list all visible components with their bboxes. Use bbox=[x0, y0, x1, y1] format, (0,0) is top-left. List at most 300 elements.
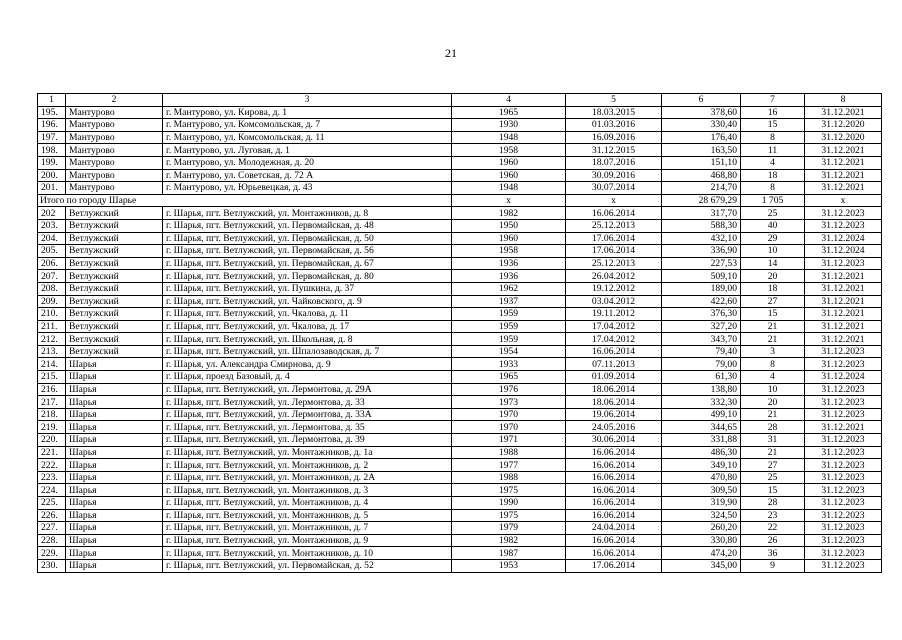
cell-deadline: 31.12.2024 bbox=[805, 245, 882, 258]
cell-date: 16.09.2016 bbox=[566, 131, 662, 144]
cell-address: г. Шарья, пгт. Ветлужский, ул. Монтажников, д. 2 bbox=[163, 459, 452, 472]
cell-residents: 11 bbox=[741, 144, 805, 157]
cell-n: 224. bbox=[38, 484, 66, 497]
cell-n: 208. bbox=[38, 282, 66, 295]
cell-locality: Шарья bbox=[66, 522, 163, 535]
cell-date: 17.06.2014 bbox=[566, 232, 662, 245]
cell-deadline: 31.12.2023 bbox=[805, 459, 882, 472]
cell-year: 1958 bbox=[452, 144, 566, 157]
cell-deadline: 31.12.2021 bbox=[805, 169, 882, 182]
cell-locality: Шарья bbox=[66, 534, 163, 547]
cell-locality: Ветлужский bbox=[66, 257, 163, 270]
cell-year: 1948 bbox=[452, 182, 566, 195]
cell-deadline: 31.12.2021 bbox=[805, 182, 882, 195]
cell-n: 229. bbox=[38, 547, 66, 560]
cell-deadline: 31.12.2021 bbox=[805, 106, 882, 119]
cell-residents: 29 bbox=[741, 232, 805, 245]
cell-address: г. Шарья, пгт. Ветлужский, ул. Лермонтова, д. 35 bbox=[163, 421, 452, 434]
cell-year: 1982 bbox=[452, 207, 566, 220]
cell-deadline: 31.12.2023 bbox=[805, 547, 882, 560]
cell-area: 260,20 bbox=[662, 522, 741, 535]
cell-residents: 20 bbox=[741, 270, 805, 283]
table-row bbox=[38, 257, 882, 270]
cell-address: г. Шарья, пгт. Ветлужский, ул. Первомайская, д. 67 bbox=[163, 257, 452, 270]
cell-locality: Шарья bbox=[66, 434, 163, 447]
cell-deadline: 31.12.2024 bbox=[805, 232, 882, 245]
cell-n: 200. bbox=[38, 169, 66, 182]
cell-deadline: 31.12.2023 bbox=[805, 446, 882, 459]
total-deadline: х bbox=[805, 194, 882, 207]
cell-locality: Ветлужский bbox=[66, 308, 163, 321]
cell-n: 214. bbox=[38, 358, 66, 371]
table-row bbox=[38, 119, 882, 132]
cell-deadline: 31.12.2023 bbox=[805, 358, 882, 371]
cell-deadline: 31.12.2023 bbox=[805, 471, 882, 484]
table-row bbox=[38, 207, 882, 220]
cell-address: г. Шарья, пгт. Ветлужский, ул. Монтажников, д. 8 bbox=[163, 207, 452, 220]
cell-locality: Ветлужский bbox=[66, 333, 163, 346]
total-area: 28 679,29 bbox=[662, 194, 741, 207]
cell-year: 1988 bbox=[452, 446, 566, 459]
cell-address: г. Шарья, пгт. Ветлужский, ул. Первомайская, д. 56 bbox=[163, 245, 452, 258]
cell-n: 217. bbox=[38, 396, 66, 409]
cell-residents: 21 bbox=[741, 446, 805, 459]
cell-date: 16.06.2014 bbox=[566, 446, 662, 459]
table-row bbox=[38, 408, 882, 421]
cell-n: 199. bbox=[38, 156, 66, 169]
cell-deadline: 31.12.2023 bbox=[805, 559, 882, 572]
cell-n: 212. bbox=[38, 333, 66, 346]
table-row bbox=[38, 131, 882, 144]
cell-year: 1950 bbox=[452, 219, 566, 232]
cell-area: 468,80 bbox=[662, 169, 741, 182]
cell-n: 206. bbox=[38, 257, 66, 270]
cell-residents: 36 bbox=[741, 547, 805, 560]
cell-area: 378,60 bbox=[662, 106, 741, 119]
cell-date: 30.06.2014 bbox=[566, 434, 662, 447]
column-header: 8 bbox=[805, 94, 882, 107]
cell-n: 210. bbox=[38, 308, 66, 321]
cell-n: 228. bbox=[38, 534, 66, 547]
table-row bbox=[38, 245, 882, 258]
table-row bbox=[38, 320, 882, 333]
column-header: 4 bbox=[452, 94, 566, 107]
cell-area: 343,70 bbox=[662, 333, 741, 346]
cell-date: 30.07.2014 bbox=[566, 182, 662, 195]
cell-date: 16.06.2014 bbox=[566, 459, 662, 472]
cell-residents: 9 bbox=[741, 559, 805, 572]
cell-locality: Мантурово bbox=[66, 131, 163, 144]
cell-area: 332,30 bbox=[662, 396, 741, 409]
table-row bbox=[38, 534, 882, 547]
cell-n: 205. bbox=[38, 245, 66, 258]
table-row bbox=[38, 383, 882, 396]
cell-area: 336,90 bbox=[662, 245, 741, 258]
cell-deadline: 31.12.2020 bbox=[805, 119, 882, 132]
cell-locality: Шарья bbox=[66, 547, 163, 560]
cell-n: 207. bbox=[38, 270, 66, 283]
cell-area: 189,00 bbox=[662, 282, 741, 295]
cell-year: 1936 bbox=[452, 257, 566, 270]
cell-locality: Ветлужский bbox=[66, 270, 163, 283]
cell-locality: Шарья bbox=[66, 484, 163, 497]
cell-date: 25.12.2013 bbox=[566, 219, 662, 232]
cell-n: 203. bbox=[38, 219, 66, 232]
cell-residents: 21 bbox=[741, 333, 805, 346]
cell-address: г. Шарья, пгт. Ветлужский, ул. Лермонтова, д. 29А bbox=[163, 383, 452, 396]
cell-address: г. Шарья, проезд Базовый, д. 4 bbox=[163, 371, 452, 384]
column-number-header-row bbox=[38, 94, 882, 107]
cell-address: г. Шарья, пгт. Ветлужский, ул. Лермонтова, д. 33А bbox=[163, 408, 452, 421]
cell-residents: 10 bbox=[741, 245, 805, 258]
table-row bbox=[38, 295, 882, 308]
table-row bbox=[38, 471, 882, 484]
cell-locality: Шарья bbox=[66, 446, 163, 459]
cell-n: 219. bbox=[38, 421, 66, 434]
cell-locality: Ветлужский bbox=[66, 282, 163, 295]
cell-residents: 18 bbox=[741, 282, 805, 295]
cell-area: 327,20 bbox=[662, 320, 741, 333]
cell-deadline: 31.12.2023 bbox=[805, 408, 882, 421]
cell-address: г. Мантурово, ул. Юрьевецкая, д. 43 bbox=[163, 182, 452, 195]
cell-n: 226. bbox=[38, 509, 66, 522]
cell-locality: Шарья bbox=[66, 497, 163, 510]
cell-year: 1987 bbox=[452, 547, 566, 560]
cell-date: 18.06.2014 bbox=[566, 383, 662, 396]
cell-date: 18.07.2016 bbox=[566, 156, 662, 169]
cell-deadline: 31.12.2023 bbox=[805, 383, 882, 396]
cell-locality: Шарья bbox=[66, 408, 163, 421]
cell-residents: 28 bbox=[741, 497, 805, 510]
cell-deadline: 31.12.2021 bbox=[805, 333, 882, 346]
cell-n: 202 bbox=[38, 207, 66, 220]
cell-n: 227. bbox=[38, 522, 66, 535]
cell-address: г. Шарья, пгт. Ветлужский, ул. Первомайская, д. 80 bbox=[163, 270, 452, 283]
column-header: 1 bbox=[38, 94, 66, 107]
cell-residents: 8 bbox=[741, 131, 805, 144]
cell-locality: Шарья bbox=[66, 509, 163, 522]
cell-locality: Шарья bbox=[66, 559, 163, 572]
cell-deadline: 31.12.2021 bbox=[805, 421, 882, 434]
cell-area: 499,10 bbox=[662, 408, 741, 421]
cell-area: 330,40 bbox=[662, 119, 741, 132]
cell-residents: 27 bbox=[741, 295, 805, 308]
cell-residents: 18 bbox=[741, 169, 805, 182]
table-row bbox=[38, 333, 882, 346]
cell-area: 345,00 bbox=[662, 559, 741, 572]
cell-area: 317,70 bbox=[662, 207, 741, 220]
cell-locality: Шарья bbox=[66, 459, 163, 472]
table-row bbox=[38, 232, 882, 245]
cell-date: 16.06.2014 bbox=[566, 484, 662, 497]
table-row bbox=[38, 182, 882, 195]
cell-deadline: 31.12.2023 bbox=[805, 509, 882, 522]
cell-area: 151,10 bbox=[662, 156, 741, 169]
cell-deadline: 31.12.2023 bbox=[805, 396, 882, 409]
cell-address: г. Мантурово, ул. Кирова, д. 1 bbox=[163, 106, 452, 119]
cell-deadline: 31.12.2024 bbox=[805, 371, 882, 384]
cell-area: 474,20 bbox=[662, 547, 741, 560]
table-row bbox=[38, 446, 882, 459]
cell-residents: 15 bbox=[741, 484, 805, 497]
cell-n: 204. bbox=[38, 232, 66, 245]
cell-address: г. Шарья, пгт. Ветлужский, ул. Монтажников, д. 3 bbox=[163, 484, 452, 497]
cell-residents: 4 bbox=[741, 371, 805, 384]
cell-year: 1977 bbox=[452, 459, 566, 472]
table-row bbox=[38, 547, 882, 560]
cell-deadline: 31.12.2023 bbox=[805, 207, 882, 220]
table-row bbox=[38, 282, 882, 295]
cell-year: 1982 bbox=[452, 534, 566, 547]
cell-residents: 25 bbox=[741, 471, 805, 484]
cell-address: г. Шарья, пгт. Ветлужский, ул. Монтажников, д. 7 bbox=[163, 522, 452, 535]
cell-n: 216. bbox=[38, 383, 66, 396]
cell-year: 1960 bbox=[452, 156, 566, 169]
cell-year: 1988 bbox=[452, 471, 566, 484]
cell-n: 221. bbox=[38, 446, 66, 459]
table-row bbox=[38, 509, 882, 522]
table-row bbox=[38, 484, 882, 497]
cell-deadline: 31.12.2023 bbox=[805, 257, 882, 270]
column-header: 5 bbox=[566, 94, 662, 107]
cell-date: 17.04.2012 bbox=[566, 320, 662, 333]
cell-address: г. Шарья, пгт. Ветлужский, ул. Монтажников, д. 5 bbox=[163, 509, 452, 522]
total-year: х bbox=[452, 194, 566, 207]
cell-date: 18.06.2014 bbox=[566, 396, 662, 409]
cell-area: 324,50 bbox=[662, 509, 741, 522]
cell-locality: Ветлужский bbox=[66, 345, 163, 358]
cell-locality: Шарья bbox=[66, 371, 163, 384]
cell-n: 222. bbox=[38, 459, 66, 472]
cell-residents: 27 bbox=[741, 459, 805, 472]
cell-area: 79,40 bbox=[662, 345, 741, 358]
cell-date: 19.06.2014 bbox=[566, 408, 662, 421]
cell-area: 330,80 bbox=[662, 534, 741, 547]
cell-residents: 31 bbox=[741, 434, 805, 447]
cell-address: г. Шарья, пгт. Ветлужский, ул. Монтажников, д. 9 bbox=[163, 534, 452, 547]
cell-area: 214,70 bbox=[662, 182, 741, 195]
cell-residents: 21 bbox=[741, 320, 805, 333]
cell-year: 1959 bbox=[452, 333, 566, 346]
cell-year: 1965 bbox=[452, 106, 566, 119]
table-row bbox=[38, 106, 882, 119]
cell-residents: 21 bbox=[741, 408, 805, 421]
table-row bbox=[38, 434, 882, 447]
cell-residents: 8 bbox=[741, 182, 805, 195]
cell-address: г. Шарья, пгт. Ветлужский, ул. Чкалова, д. 11 bbox=[163, 308, 452, 321]
table-row bbox=[38, 345, 882, 358]
cell-date: 16.06.2014 bbox=[566, 547, 662, 560]
cell-locality: Мантурово bbox=[66, 144, 163, 157]
cell-area: 309,50 bbox=[662, 484, 741, 497]
cell-date: 16.06.2014 bbox=[566, 509, 662, 522]
cell-date: 16.06.2014 bbox=[566, 345, 662, 358]
cell-date: 17.06.2014 bbox=[566, 559, 662, 572]
cell-n: 196. bbox=[38, 119, 66, 132]
cell-address: г. Мантурово, ул. Комсомольская, д. 7 bbox=[163, 119, 452, 132]
cell-locality: Ветлужский bbox=[66, 245, 163, 258]
table-row bbox=[38, 219, 882, 232]
cell-locality: Шарья bbox=[66, 383, 163, 396]
cell-residents: 8 bbox=[741, 358, 805, 371]
cell-n: 209. bbox=[38, 295, 66, 308]
cell-year: 1970 bbox=[452, 421, 566, 434]
cell-area: 432,10 bbox=[662, 232, 741, 245]
total-row bbox=[38, 194, 882, 207]
cell-area: 319,90 bbox=[662, 497, 741, 510]
cell-n: 197. bbox=[38, 131, 66, 144]
cell-address: г. Шарья, ул. Александра Смирнова, д. 9 bbox=[163, 358, 452, 371]
cell-date: 24.05.2016 bbox=[566, 421, 662, 434]
cell-deadline: 31.12.2021 bbox=[805, 156, 882, 169]
table-body bbox=[38, 94, 882, 573]
cell-year: 1979 bbox=[452, 522, 566, 535]
cell-residents: 4 bbox=[741, 156, 805, 169]
table-row bbox=[38, 396, 882, 409]
cell-locality: Мантурово bbox=[66, 182, 163, 195]
table-row bbox=[38, 308, 882, 321]
cell-date: 16.06.2014 bbox=[566, 497, 662, 510]
cell-address: г. Мантурово, ул. Советская, д. 72 А bbox=[163, 169, 452, 182]
table-row bbox=[38, 156, 882, 169]
cell-address: г. Мантурово, ул. Комсомольская, д. 11 bbox=[163, 131, 452, 144]
total-date: х bbox=[566, 194, 662, 207]
cell-area: 344,65 bbox=[662, 421, 741, 434]
cell-date: 16.06.2014 bbox=[566, 471, 662, 484]
cell-deadline: 31.12.2021 bbox=[805, 270, 882, 283]
cell-residents: 22 bbox=[741, 522, 805, 535]
table-row bbox=[38, 459, 882, 472]
cell-residents: 28 bbox=[741, 421, 805, 434]
table-row bbox=[38, 144, 882, 157]
table-row bbox=[38, 421, 882, 434]
cell-n: 201. bbox=[38, 182, 66, 195]
cell-date: 24.04.2014 bbox=[566, 522, 662, 535]
cell-n: 211. bbox=[38, 320, 66, 333]
cell-year: 1958 bbox=[452, 245, 566, 258]
cell-date: 07.11.2013 bbox=[566, 358, 662, 371]
cell-n: 195. bbox=[38, 106, 66, 119]
cell-deadline: 31.12.2020 bbox=[805, 131, 882, 144]
cell-area: 588,30 bbox=[662, 219, 741, 232]
cell-deadline: 31.12.2023 bbox=[805, 522, 882, 535]
cell-deadline: 31.12.2021 bbox=[805, 144, 882, 157]
column-header: 2 bbox=[66, 94, 163, 107]
cell-deadline: 31.12.2023 bbox=[805, 345, 882, 358]
cell-n: 213. bbox=[38, 345, 66, 358]
cell-area: 163,50 bbox=[662, 144, 741, 157]
cell-area: 486,30 bbox=[662, 446, 741, 459]
cell-n: 198. bbox=[38, 144, 66, 157]
cell-n: 230. bbox=[38, 559, 66, 572]
cell-year: 1990 bbox=[452, 497, 566, 510]
cell-year: 1933 bbox=[452, 358, 566, 371]
cell-deadline: 31.12.2021 bbox=[805, 295, 882, 308]
cell-date: 01.03.2016 bbox=[566, 119, 662, 132]
cell-address: г. Шарья, пгт. Ветлужский, ул. Пушкина, д. 37 bbox=[163, 282, 452, 295]
total-label: Итого по городу Шарье bbox=[38, 194, 452, 207]
cell-deadline: 31.12.2023 bbox=[805, 434, 882, 447]
cell-residents: 3 bbox=[741, 345, 805, 358]
cell-area: 422,60 bbox=[662, 295, 741, 308]
housing-registry-table bbox=[37, 93, 882, 573]
cell-date: 17.06.2014 bbox=[566, 245, 662, 258]
cell-date: 03.04.2012 bbox=[566, 295, 662, 308]
total-residents: 1 705 bbox=[741, 194, 805, 207]
cell-locality: Шарья bbox=[66, 421, 163, 434]
cell-locality: Мантурово bbox=[66, 156, 163, 169]
cell-locality: Ветлужский bbox=[66, 232, 163, 245]
cell-area: 376,30 bbox=[662, 308, 741, 321]
cell-address: г. Шарья, пгт. Ветлужский, ул. Школьная, д. 8 bbox=[163, 333, 452, 346]
cell-residents: 26 bbox=[741, 534, 805, 547]
cell-year: 1959 bbox=[452, 320, 566, 333]
cell-deadline: 31.12.2021 bbox=[805, 282, 882, 295]
page-number: 21 bbox=[445, 46, 457, 60]
cell-date: 30.09.2016 bbox=[566, 169, 662, 182]
cell-residents: 25 bbox=[741, 207, 805, 220]
table-row bbox=[38, 358, 882, 371]
cell-year: 1960 bbox=[452, 232, 566, 245]
cell-date: 19.11.2012 bbox=[566, 308, 662, 321]
cell-area: 138,80 bbox=[662, 383, 741, 396]
cell-residents: 16 bbox=[741, 106, 805, 119]
cell-locality: Шарья bbox=[66, 396, 163, 409]
cell-residents: 10 bbox=[741, 383, 805, 396]
cell-address: г. Мантурово, ул. Луговая, д. 1 bbox=[163, 144, 452, 157]
cell-date: 17.04.2012 bbox=[566, 333, 662, 346]
table-row bbox=[38, 169, 882, 182]
cell-year: 1937 bbox=[452, 295, 566, 308]
cell-residents: 15 bbox=[741, 119, 805, 132]
cell-locality: Ветлужский bbox=[66, 295, 163, 308]
cell-date: 25.12.2013 bbox=[566, 257, 662, 270]
cell-address: г. Шарья, пгт. Ветлужский, ул. Монтажников, д. 10 bbox=[163, 547, 452, 560]
cell-year: 1962 bbox=[452, 282, 566, 295]
cell-locality: Ветлужский bbox=[66, 219, 163, 232]
cell-n: 220. bbox=[38, 434, 66, 447]
cell-year: 1930 bbox=[452, 119, 566, 132]
cell-date: 26.04.2012 bbox=[566, 270, 662, 283]
cell-address: г. Шарья, пгт. Ветлужский, ул. Лермонтова, д. 33 bbox=[163, 396, 452, 409]
table-row bbox=[38, 559, 882, 572]
cell-area: 79,00 bbox=[662, 358, 741, 371]
cell-date: 31.12.2015 bbox=[566, 144, 662, 157]
cell-area: 61,30 bbox=[662, 371, 741, 384]
cell-locality: Мантурово bbox=[66, 169, 163, 182]
column-header: 7 bbox=[741, 94, 805, 107]
cell-year: 1948 bbox=[452, 131, 566, 144]
table-row bbox=[38, 522, 882, 535]
cell-n: 218. bbox=[38, 408, 66, 421]
cell-year: 1973 bbox=[452, 396, 566, 409]
column-header: 3 bbox=[163, 94, 452, 107]
cell-year: 1971 bbox=[452, 434, 566, 447]
cell-deadline: 31.12.2023 bbox=[805, 534, 882, 547]
cell-residents: 23 bbox=[741, 509, 805, 522]
cell-year: 1954 bbox=[452, 345, 566, 358]
cell-area: 331,88 bbox=[662, 434, 741, 447]
cell-locality: Шарья bbox=[66, 358, 163, 371]
cell-date: 01.09.2014 bbox=[566, 371, 662, 384]
cell-residents: 20 bbox=[741, 396, 805, 409]
cell-year: 1960 bbox=[452, 169, 566, 182]
cell-year: 1976 bbox=[452, 383, 566, 396]
cell-year: 1936 bbox=[452, 270, 566, 283]
cell-year: 1965 bbox=[452, 371, 566, 384]
cell-address: г. Шарья, пгт. Ветлужский, ул. Монтажников, д. 4 bbox=[163, 497, 452, 510]
cell-locality: Мантурово bbox=[66, 119, 163, 132]
